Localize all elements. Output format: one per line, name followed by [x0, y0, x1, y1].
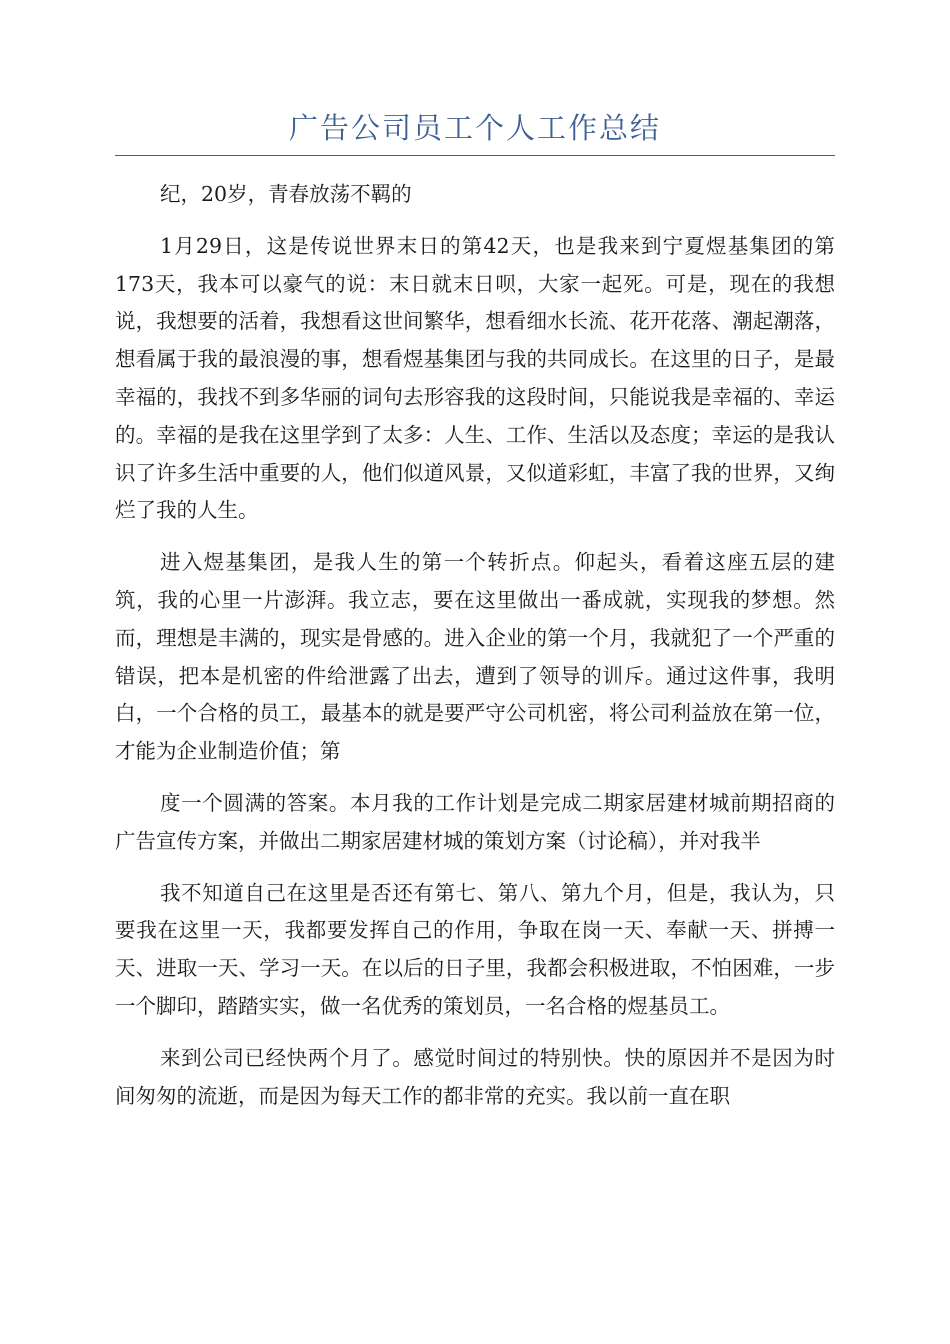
document-title: 广告公司员工个人工作总结: [115, 105, 835, 156]
paragraph-5: 我不知道自己在这里是否还有第七、第八、第九个月，但是，我认为，只要我在这里一天，我都要发挥自己的作用，争取在岗一天、奉献一天、拼搏一天、进取一天、学习一天。在以后的日子里，我都会积极进取，不怕困难，一步一个脚印，踏踏实实，做一名优秀的策划员，一名合格的煜基员工。: [115, 880, 835, 1018]
paragraph-2: 1月29日，这是传说世界末日的第42天，也是我来到宁夏煜基集团的第173天，我本可以豪气的说：末日就末日呗，大家一起死。可是，现在的我想说，我想要的活着，我想看这世间繁华，想看细水长流、花开花落、潮起潮落，想看属于我的最浪漫的事，想看煜基集团与我的共同成长。在这里的日子，是最幸福的，我找不到多华丽的词句去形容我的这段时间，只能说我是幸福的、幸运的。幸福的是我在这里学到了太多：人生、工作、生活以及态度；幸运的是我认识了许多生活中重要的人，他们似道风景，又似道彩虹，丰富了我的世界，又绚烂了我的人生。: [115, 233, 835, 523]
paragraph-4: 度一个圆满的答案。本月我的工作计划是完成二期家居建材城前期招商的广告宣传方案，并做出二期家居建材城的策划方案（讨论稿），并对我半: [115, 790, 835, 853]
paragraph-6: 来到公司已经快两个月了。感觉时间过的特别快。快的原因并不是因为时间匆匆的流逝，而是因为每天工作的都非常的充实。我以前一直在职: [115, 1045, 835, 1108]
document-page: [115, 105, 835, 1115]
paragraph-1: 纪，20岁，青春放荡不羁的: [160, 182, 412, 206]
paragraph-3: 进入煜基集团，是我人生的第一个转折点。仰起头，看着这座五层的建筑，我的心里一片澎湃。我立志，要在这里做出一番成就，实现我的梦想。然而，理想是丰满的，现实是骨感的。进入企业的第一个月，我就犯了一个严重的错误，把本是机密的件给泄露了出去，遭到了领导的训斥。通过这件事，我明白，一个合格的员工，最基本的就是要严守公司机密，将公司利益放在第一位，才能为企业制造价值；第: [115, 550, 835, 764]
